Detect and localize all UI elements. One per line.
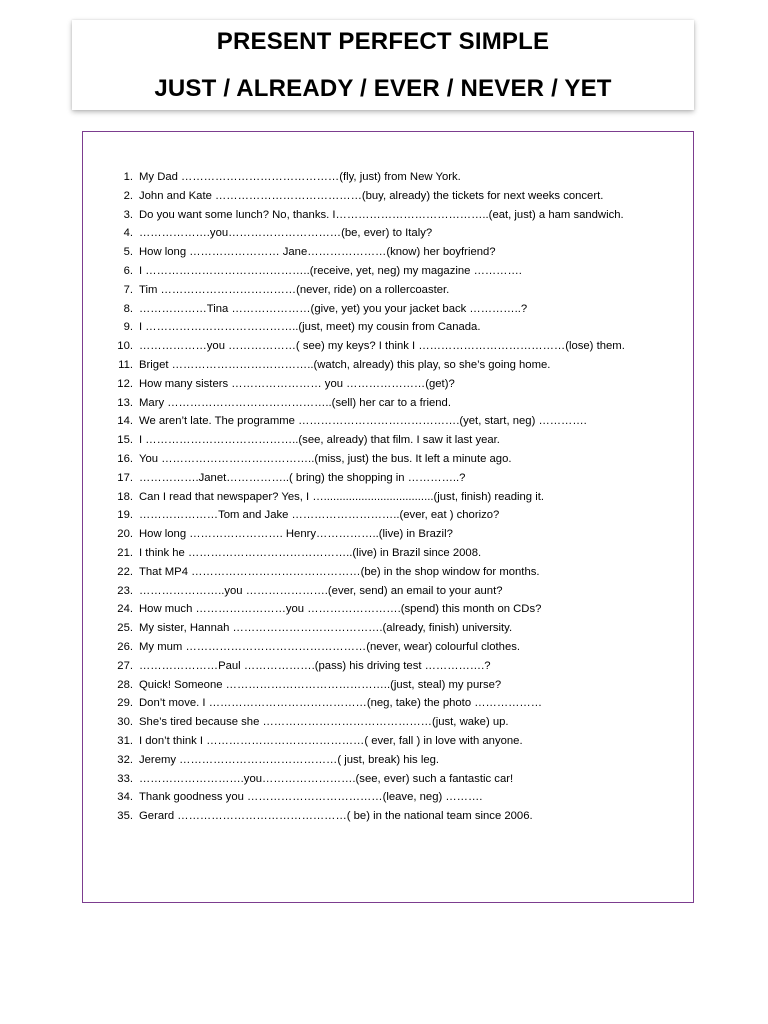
exercise-item — [83, 394, 693, 413]
exercise-sentence: I ……………………………………..(receive, yet, neg) my magazine …………. — [139, 264, 522, 277]
exercise-number: 8. — [123, 302, 133, 315]
exercise-number: 30. — [117, 716, 133, 729]
exercise-list — [83, 168, 693, 826]
exercise-sentence: How much ……………………you …………………….(spend) this month on CDs? — [139, 603, 542, 616]
worksheet-subtitle: JUST / ALREADY / EVER / NEVER / YET — [154, 75, 612, 102]
exercise-sentence: Gerard ………………………………………( be) in the national team since 2006. — [139, 810, 533, 823]
exercise-sentence: Mary ……………………………………..(sell) her car to a friend. — [139, 396, 451, 409]
exercise-number: 14. — [117, 415, 133, 428]
exercise-sentence: ………………Tina …………………(give, yet) you your jacket back …………..? — [139, 302, 528, 315]
exercise-number: 13. — [117, 396, 133, 409]
exercise-sentence: That MP4 ………………………………………(be) in the shop window for months. — [139, 565, 540, 578]
exercise-sentence: She’s tired because she ………………………………………(just, wake) up. — [139, 716, 509, 729]
exercise-item — [83, 168, 693, 187]
exercise-item — [83, 506, 693, 525]
exercise-number: 29. — [117, 697, 133, 710]
exercise-sentence: ……………….you…………………………(be, ever) to Italy? — [139, 227, 433, 240]
exercise-item — [83, 713, 693, 732]
exercise-item — [83, 262, 693, 281]
exercise-number: 6. — [123, 264, 133, 277]
exercise-item — [83, 187, 693, 206]
exercise-number: 31. — [117, 734, 133, 747]
title-box — [72, 20, 694, 110]
exercise-sentence: …………………..you ………………….(ever, send) an email to your aunt? — [139, 584, 503, 597]
exercise-sentence: My mum …………………………………………(never, wear) colourful clothes. — [139, 640, 521, 653]
exercise-number: 19. — [117, 509, 133, 522]
exercise-sentence: Can I read that newspaper? Yes, I …...................................(just, finish) reading it. — [139, 490, 544, 503]
exercise-number: 5. — [123, 246, 133, 259]
exercise-item — [83, 582, 693, 601]
exercise-item — [83, 563, 693, 582]
exercise-number: 26. — [117, 640, 133, 653]
exercise-item — [83, 676, 693, 695]
exercise-number: 20. — [117, 528, 133, 541]
exercise-item — [83, 450, 693, 469]
exercise-sentence: I think he ……………………………………..(live) in Brazil since 2008. — [139, 546, 482, 559]
exercise-number: 12. — [117, 377, 133, 390]
exercise-item — [83, 412, 693, 431]
exercise-number: 33. — [117, 772, 133, 785]
exercise-item — [83, 525, 693, 544]
exercise-number: 24. — [117, 603, 133, 616]
exercise-item — [83, 318, 693, 337]
exercise-sentence: …………….Janet……………..( bring) the shopping in …………..? — [139, 471, 466, 484]
exercise-number: 11. — [118, 358, 133, 371]
exercise-sentence: I …………………………………..(just, meet) my cousin from Canada. — [139, 321, 481, 334]
exercise-number: 16. — [117, 452, 133, 465]
exercise-number: 22. — [117, 565, 133, 578]
exercise-number: 23. — [117, 584, 133, 597]
exercise-number: 34. — [117, 791, 133, 804]
exercise-number: 4. — [123, 227, 133, 240]
exercise-number: 18. — [117, 490, 133, 503]
exercise-item — [83, 770, 693, 789]
exercise-sentence: John and Kate …………………………………(buy, already) the tickets for next weeks concert. — [139, 189, 604, 202]
exercise-sentence: Tim ………………………………(never, ride) on a rollercoaster. — [139, 283, 450, 296]
exercise-item — [83, 488, 693, 507]
exercise-sentence: Thank goodness you ………………………………(leave, neg) ………. — [139, 791, 483, 804]
exercise-sentence: I …………………………………..(see, already) that film. I saw it last year. — [139, 434, 500, 447]
exercise-sentence: …………………Paul ……………….(pass) his driving test …………….? — [139, 659, 491, 672]
exercise-item — [83, 732, 693, 751]
exercise-sentence: My sister, Hannah ………………………………….(already, finish) university. — [139, 622, 513, 635]
exercise-number: 15. — [117, 434, 133, 447]
exercise-item — [83, 751, 693, 770]
exercise-item — [83, 619, 693, 638]
exercise-item — [83, 300, 693, 319]
exercise-number: 3. — [123, 208, 133, 221]
exercise-sentence: Jeremy ……………………………………( just, break) his leg. — [139, 753, 440, 766]
exercise-item — [83, 224, 693, 243]
exercise-item — [83, 657, 693, 676]
exercise-number: 35. — [117, 810, 133, 823]
exercise-item — [83, 375, 693, 394]
exercise-sentence: Do you want some lunch? No, thanks. I…………………………………..(eat, just) a ham sandwich. — [139, 208, 624, 221]
exercise-sentence: …………………Tom and Jake ………………………..(ever, eat ) chorizo? — [139, 509, 500, 522]
exercise-item — [83, 206, 693, 225]
exercise-number: 10. — [117, 340, 133, 353]
exercise-frame — [82, 131, 694, 903]
exercise-item — [83, 469, 693, 488]
exercise-item — [83, 337, 693, 356]
exercise-sentence: My Dad ……………………………………(fly, just) from New York. — [139, 171, 461, 183]
worksheet-title: PRESENT PERFECT SIMPLE — [216, 28, 550, 55]
exercise-item — [83, 807, 693, 826]
exercise-number: 1. — [123, 171, 133, 183]
exercise-number: 25. — [117, 622, 133, 635]
exercise-number: 32. — [117, 753, 133, 766]
exercise-item — [83, 281, 693, 300]
exercise-sentence: How long ……………………. Henry……………..(live) in Brazil? — [139, 528, 453, 541]
exercise-item — [83, 600, 693, 619]
exercise-number: 7. — [123, 283, 133, 296]
exercise-number: 17. — [117, 471, 133, 484]
exercise-item — [83, 431, 693, 450]
exercise-sentence: Briget ………………………………..(watch, already) this play, so she’s going home. — [139, 358, 551, 371]
exercise-sentence: You …………………………………..(miss, just) the bus. It left a minute ago. — [139, 452, 512, 465]
exercise-sentence: Quick! Someone ……………………………………..(just, steal) my purse? — [139, 678, 502, 691]
exercise-item — [83, 356, 693, 375]
exercise-sentence: How long …………………… Jane…………………(know) her boyfriend? — [139, 246, 496, 259]
exercise-sentence: We aren’t late. The programme …………………………………….(yet, start, neg) …………. — [139, 415, 587, 428]
exercise-number: 21. — [117, 546, 133, 559]
exercise-sentence: Don’t move. I ……………………………………(neg, take) the photo ……………… — [139, 697, 543, 710]
exercise-sentence: ………………you ………………( see) my keys? I think I …………………………………(lose) them. — [139, 340, 625, 353]
exercise-item — [83, 788, 693, 807]
exercise-item — [83, 638, 693, 657]
exercise-number: 9. — [123, 321, 133, 334]
exercise-sentence: ……………………….you…………………….(see, ever) such a fantastic car! — [139, 772, 514, 785]
exercise-number: 2. — [123, 189, 133, 202]
exercise-sentence: How many sisters …………………… you …………………(get)? — [139, 377, 455, 390]
exercise-number: 27. — [117, 659, 133, 672]
exercise-item — [83, 243, 693, 262]
exercise-item — [83, 694, 693, 713]
exercise-item — [83, 544, 693, 563]
exercise-number: 28. — [117, 678, 133, 691]
exercise-sentence: I don’t think I ……………………………………( ever, fall ) in love with anyone. — [139, 734, 523, 747]
